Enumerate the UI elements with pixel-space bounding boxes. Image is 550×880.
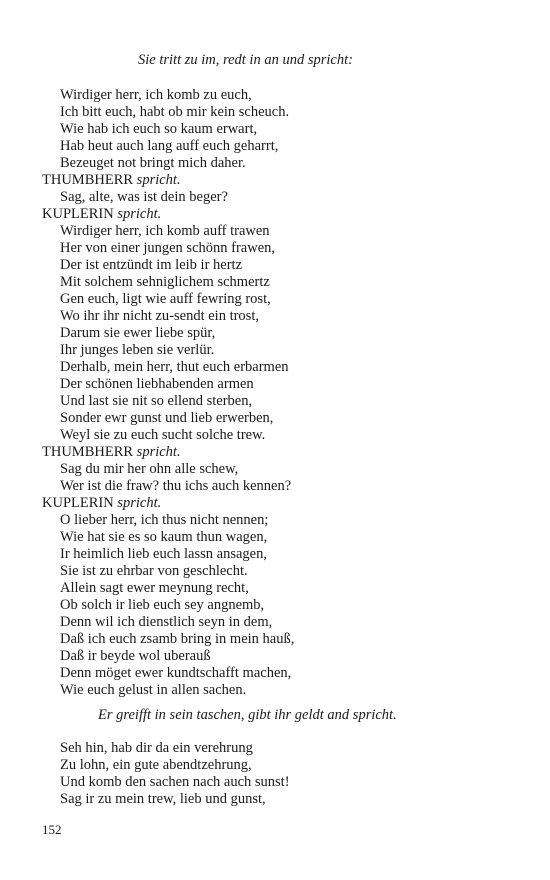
verse-line: Wo ihr ihr nicht zu-sendt ein trost, (60, 308, 259, 324)
speaker-line (0, 495, 294, 512)
verse-line: Darum sie ewer liebe spür, (60, 325, 216, 341)
speaker-role: KUPLERIN (42, 495, 114, 511)
verse-line: Wer ist die fraw? thu ichs auch kennen? (60, 478, 292, 494)
speaker-role: THUMBHERR (42, 444, 134, 460)
verse-line: Derhalb, mein herr, thut euch erbarmen (60, 359, 289, 375)
verse-line: Her von einer jungen schönn frawen, (60, 240, 276, 256)
verse-line: Sonder ewr gunst und lieb erwerben, (60, 410, 274, 426)
verse-line: Denn wil ich dienstlich seyn in dem, (60, 614, 273, 630)
verse-line: Ir heimlich lieb euch lassn ansagen, (60, 546, 267, 562)
verse-line: Sag ir zu mein trew, lieb und gunst, (60, 791, 266, 807)
stage-direction-first: Sie tritt zu im, redt in an und spricht: (138, 52, 353, 68)
verse-line: O lieber herr, ich thus nicht nennen; (60, 512, 269, 528)
dialogue-block-second (0, 740, 290, 808)
verse-line: Der schönen liebhabenden armen (60, 376, 254, 392)
speaker-role: THUMBHERR (42, 172, 134, 188)
speaker-line (0, 172, 294, 189)
verse-line: Wirdiger herr, ich komb auff trawen (60, 223, 270, 239)
page-number: 152 (42, 822, 62, 837)
verse-line: Wie hat sie es so kaum thun wagen, (60, 529, 268, 545)
verse-line: Zu lohn, ein gute abendtzehrung, (60, 757, 252, 773)
speaker-role: KUPLERIN (42, 206, 114, 222)
verse-line: Gen euch, ligt wie auff fewring rost, (60, 291, 271, 307)
verse-line: Wie hab ich euch so kaum erwart, (60, 121, 258, 137)
stage-direction-second: Er greifft in sein taschen, gibt ihr geldt and spricht. (98, 707, 397, 723)
verse-line: Daß ir beyde wol uberauß (60, 648, 211, 664)
verse-line: Daß ich euch zsamb bring in mein hauß, (60, 631, 295, 647)
verse-line: Sag, alte, was ist dein beger? (60, 189, 228, 205)
verse-line: Und komb den sachen nach auch sunst! (60, 774, 290, 790)
dialogue-block-first (0, 87, 294, 699)
speaker-action: spricht. (117, 206, 162, 222)
speaker-action: spricht. (136, 444, 181, 460)
verse-line: Ihr junges leben sie verlür. (60, 342, 215, 358)
speaker-line (0, 444, 294, 461)
verse-line: Seh hin, hab dir da ein verehrung (60, 740, 253, 756)
verse-line: Ich bitt euch, habt ob mir kein scheuch. (60, 104, 290, 120)
verse-line: Denn möget ewer kundtschafft machen, (60, 665, 292, 681)
verse-line: Allein sagt ewer meynung recht, (60, 580, 249, 596)
verse-line: Und last sie nit so ellend sterben, (60, 393, 253, 409)
verse-line: Mit solchem sehniglichem schmertz (60, 274, 270, 290)
verse-line: Sag du mir her ohn alle schew, (60, 461, 239, 477)
verse-line: Bezeuget not bringt mich daher. (60, 155, 246, 171)
speaker-action: spricht. (117, 495, 162, 511)
verse-line: Weyl sie zu euch sucht solche trew. (60, 427, 266, 443)
verse-line: Sie ist zu ehrbar von geschlecht. (60, 563, 248, 579)
verse-line: Hab heut auch lang auff euch geharrt, (60, 138, 279, 154)
verse-line: Der ist entzündt im leib ir hertz (60, 257, 243, 273)
speaker-action: spricht. (136, 172, 181, 188)
verse-line: Wirdiger herr, ich komb zu euch, (60, 87, 252, 103)
verse-line: Wie euch gelust in allen sachen. (60, 682, 247, 698)
verse-line: Ob solch ir lieb euch sey angnemb, (60, 597, 265, 613)
speaker-line (0, 206, 294, 223)
